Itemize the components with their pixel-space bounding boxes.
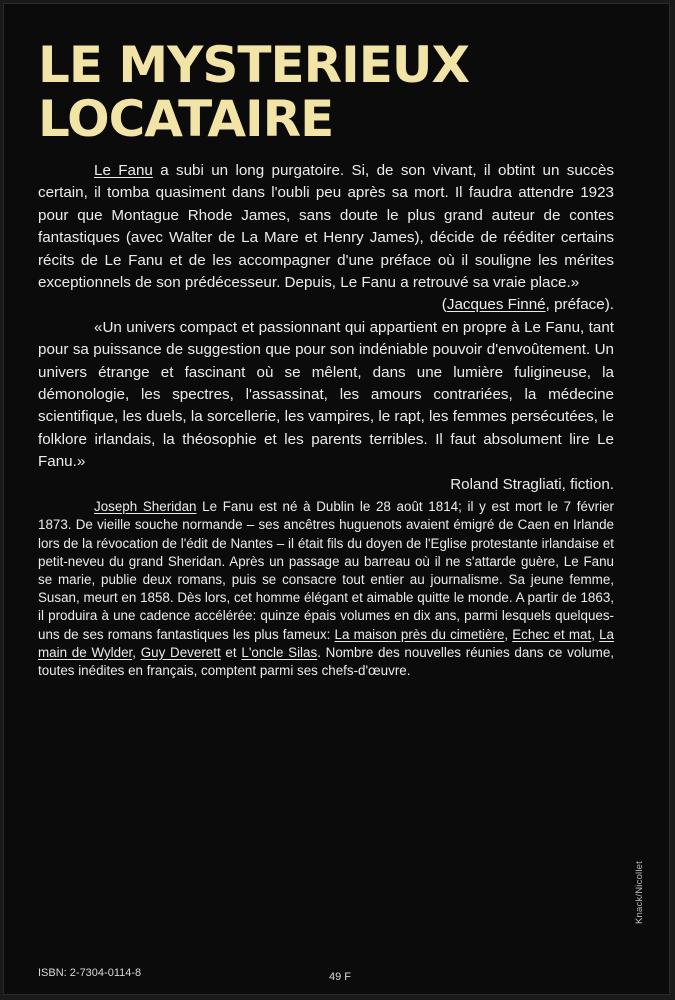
- quote-paragraph-1: [38, 160, 614, 294]
- quote-credit-2: Roland Stragliati, fiction.: [450, 475, 614, 493]
- bio-outro: . Nombre des nouvelles réunies dans ce volume, toutes inédites en français, comptent parmi ses chefs-d'œuvre.: [38, 644, 615, 678]
- separator: ,: [504, 626, 513, 642]
- separator: ,: [591, 626, 600, 642]
- book-title-2: Echec et mat: [512, 626, 592, 642]
- book-title: [38, 38, 469, 146]
- isbn: ISBN: 2-7304-0114-8: [38, 967, 142, 979]
- quote-paragraph-2: «Un univers compact et passionnant qui appartient en propre à Le Fanu, tant pour sa puissance de suggestion que pour son indéniable pouvoir d'envoûtement. Un univers étrange et fascinant où se mêlent, dans une lumière fuligineuse, la démonologie, les spectres, l'assassinat, les amours contrariées, la médecine scientifique, les duels, la sorcellerie, les vampires, le rapt, les femmes persécutées, le folklore irlandais, la théosophie et les parents terribles. Il faut absolument lire Le Fanu.»: [38, 318, 614, 471]
- biography-paragraph: [38, 498, 614, 680]
- book-title-4: Guy Deverett: [140, 644, 221, 660]
- separator: ,: [132, 644, 141, 660]
- credit-1-open: (: [441, 296, 447, 314]
- bio-intro: Le Fanu est né à Dublin le 28 août 1814; il y est mort le 7 février 1873. De vieille souche normande – ses ancêtres huguenots avaient émigré de Caen en Irlande lors de la révocation de l'édit de Nantes – il était fils du doyen de l'Eglise protestante irlandaise et petit-neveu du grand Sheridan. Après un passage au barreau où il ne s'attarde guère, Le Fanu se marie, publie deux romans, puis se consacre tout entier au journalisme. Sa jeune femme, Susan, meurt en 1858. Dès lors, cet homme élégant et aimable quitte le monde. A partir de 1863, il produira à une cadence accélérée: quinze épais volumes en dix ans, parmi lesquels quelques-uns de ses romans fantastiques les plus fameux:: [38, 499, 614, 642]
- blurb: [38, 160, 614, 680]
- title-line-2: LOCATAIRE: [38, 90, 334, 148]
- paragraph-1-text: a subi un long purgatoire. Si, de son vivant, il obtint un succès certain, il tomba quasiment dans l'oubli peu après sa mort. Il faudra attendre 1923 pour que Montague Rhode James, sans doute le plus grand auteur de contes fantastiques (avec Walter de La Mare et Henry James), décide de rééditer certains récits de Le Fanu et de les accompagner d'une préface où il souligne les mérites exceptionnels de son prédécesseur. Depuis, Le Fanu a retrouvé sa vraie place.»: [38, 162, 615, 292]
- separator: et: [220, 644, 242, 660]
- book-title-1: La maison près du cimetière: [334, 626, 505, 642]
- book-title-5: L'oncle Silas: [241, 644, 318, 660]
- credit-1-rest: , préface).: [545, 296, 614, 314]
- title-line-1: LE MYSTERIEUX: [38, 36, 470, 94]
- bio-name: Joseph Sheridan: [94, 499, 197, 515]
- photo-credit: Knack/Nicollet: [634, 861, 645, 924]
- quote-credit-1: [38, 294, 614, 316]
- author-name: Le Fanu: [94, 162, 153, 179]
- book-title-3: La main de Wylder: [38, 626, 614, 660]
- credit-1-name: Jacques Finné: [446, 296, 546, 314]
- price: 49 F: [329, 971, 352, 983]
- book-back-cover: [4, 4, 669, 994]
